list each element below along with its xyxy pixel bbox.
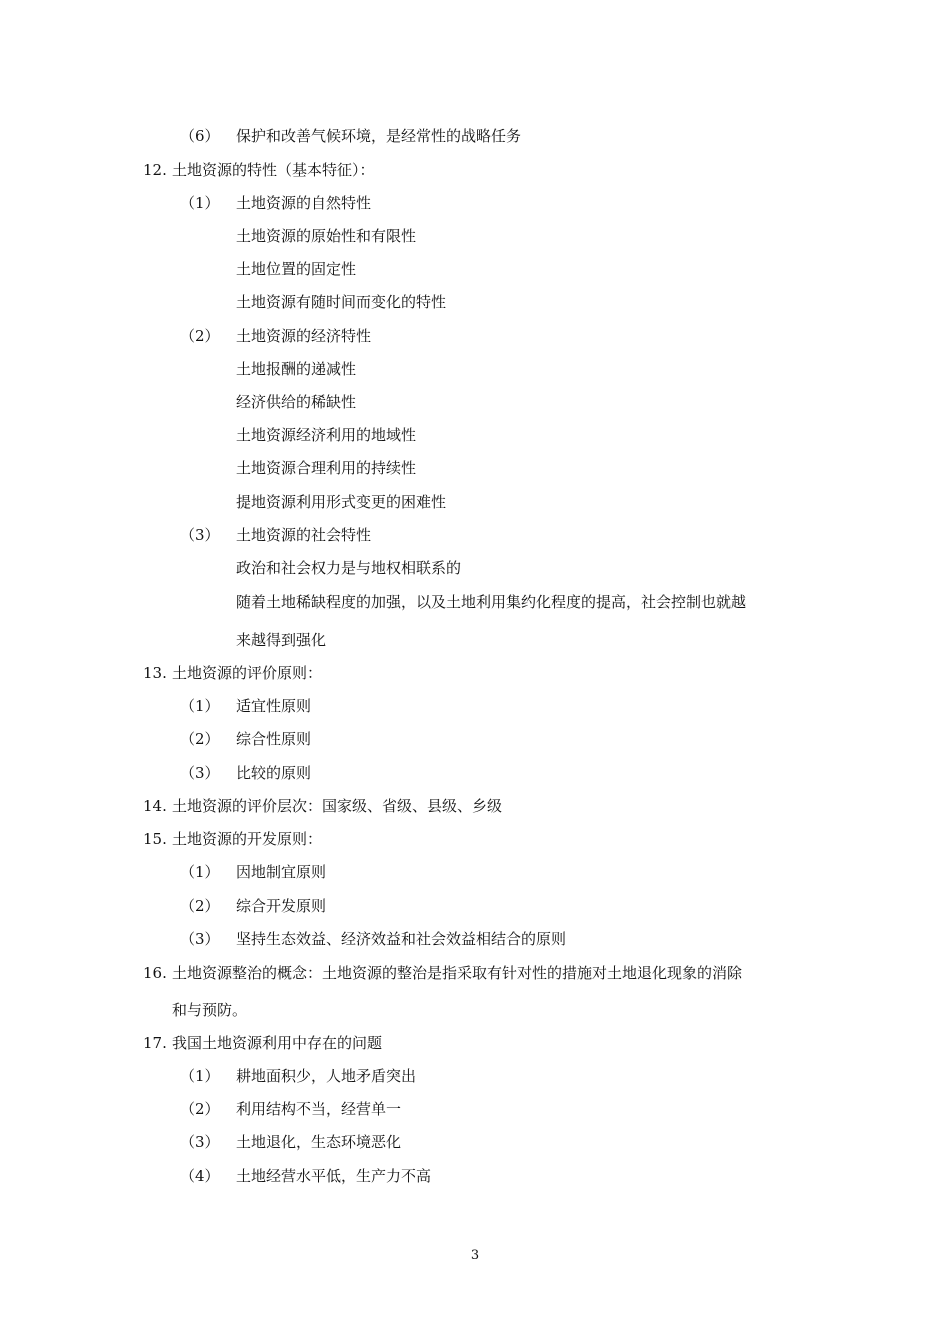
item-marker: （3）	[180, 526, 220, 544]
item-marker: （2）	[180, 730, 220, 748]
item-marker: （1）	[180, 194, 220, 212]
line-text: 因地制宜原则	[236, 863, 327, 881]
line-text: 来越得到强化	[236, 631, 327, 649]
item-marker: （4）	[180, 1167, 220, 1185]
item-marker: （1）	[180, 697, 220, 715]
item-marker: （2）	[180, 327, 220, 345]
item-marker: （1）	[180, 1067, 220, 1085]
line-text: 适宜性原则	[236, 697, 312, 715]
line-text: 和与预防。	[172, 1001, 248, 1019]
line-text: 随着土地稀缺程度的加强，以及土地利用集约化程度的提高，社会控制也就越	[236, 593, 747, 611]
line-text: 政治和社会权力是与地权相联系的	[236, 559, 462, 577]
item-marker: （1）	[180, 863, 220, 881]
line-text: 综合开发原则	[236, 897, 327, 915]
item-marker: （3）	[180, 930, 220, 948]
line-text: 土地报酬的递减性	[236, 360, 357, 378]
section-number: 16.	[143, 964, 167, 982]
line-text: 土地资源经济利用的地域性	[236, 426, 417, 444]
line-text: 土地位置的固定性	[236, 260, 357, 278]
line-text: 综合性原则	[236, 730, 312, 748]
line-text: 土地资源整治的概念：土地资源的整治是指采取有针对性的措施对土地退化现象的消除	[172, 964, 743, 982]
section-number: 12.	[143, 161, 167, 179]
line-text: 土地资源合理利用的持续性	[236, 459, 417, 477]
line-text: 土地资源的经济特性	[236, 327, 372, 345]
line-text: 土地资源有随时间而变化的特性	[236, 293, 447, 311]
item-marker: （3）	[180, 764, 220, 782]
line-text: 利用结构不当，经营单一	[236, 1100, 402, 1118]
section-number: 13.	[143, 664, 167, 682]
line-text: 土地资源的开发原则：	[172, 830, 323, 848]
section-number: 15.	[143, 830, 167, 848]
line-text: 土地资源的评价层次：国家级、省级、县级、乡级	[172, 797, 503, 815]
line-text: 保护和改善气候环境，是经常性的战略任务	[236, 127, 522, 145]
item-marker: （2）	[180, 1100, 220, 1118]
item-marker: （6）	[180, 127, 220, 145]
line-text: 比较的原则	[236, 764, 312, 782]
line-text: 土地资源的原始性和有限性	[236, 227, 417, 245]
line-text: 土地资源的自然特性	[236, 194, 372, 212]
section-number: 14.	[143, 797, 167, 815]
line-text: 土地资源的特性（基本特征）：	[172, 161, 375, 179]
line-text: 土地资源的评价原则：	[172, 664, 323, 682]
section-number: 17.	[143, 1034, 167, 1052]
line-text: 经济供给的稀缺性	[236, 393, 357, 411]
page-number: 3	[470, 1248, 480, 1263]
item-marker: （3）	[180, 1133, 220, 1151]
line-text: 土地经营水平低，生产力不高	[236, 1167, 432, 1185]
line-text: 坚持生态效益、经济效益和社会效益相结合的原则	[236, 930, 567, 948]
line-text: 我国土地资源利用中存在的问题	[172, 1034, 383, 1052]
line-text: 土地资源的社会特性	[236, 526, 372, 544]
item-marker: （2）	[180, 897, 220, 915]
line-text: 耕地面积少，人地矛盾突出	[236, 1067, 417, 1085]
line-text: 提地资源利用形式变更的困难性	[236, 493, 447, 511]
line-text: 土地退化，生态环境恶化	[236, 1133, 402, 1151]
